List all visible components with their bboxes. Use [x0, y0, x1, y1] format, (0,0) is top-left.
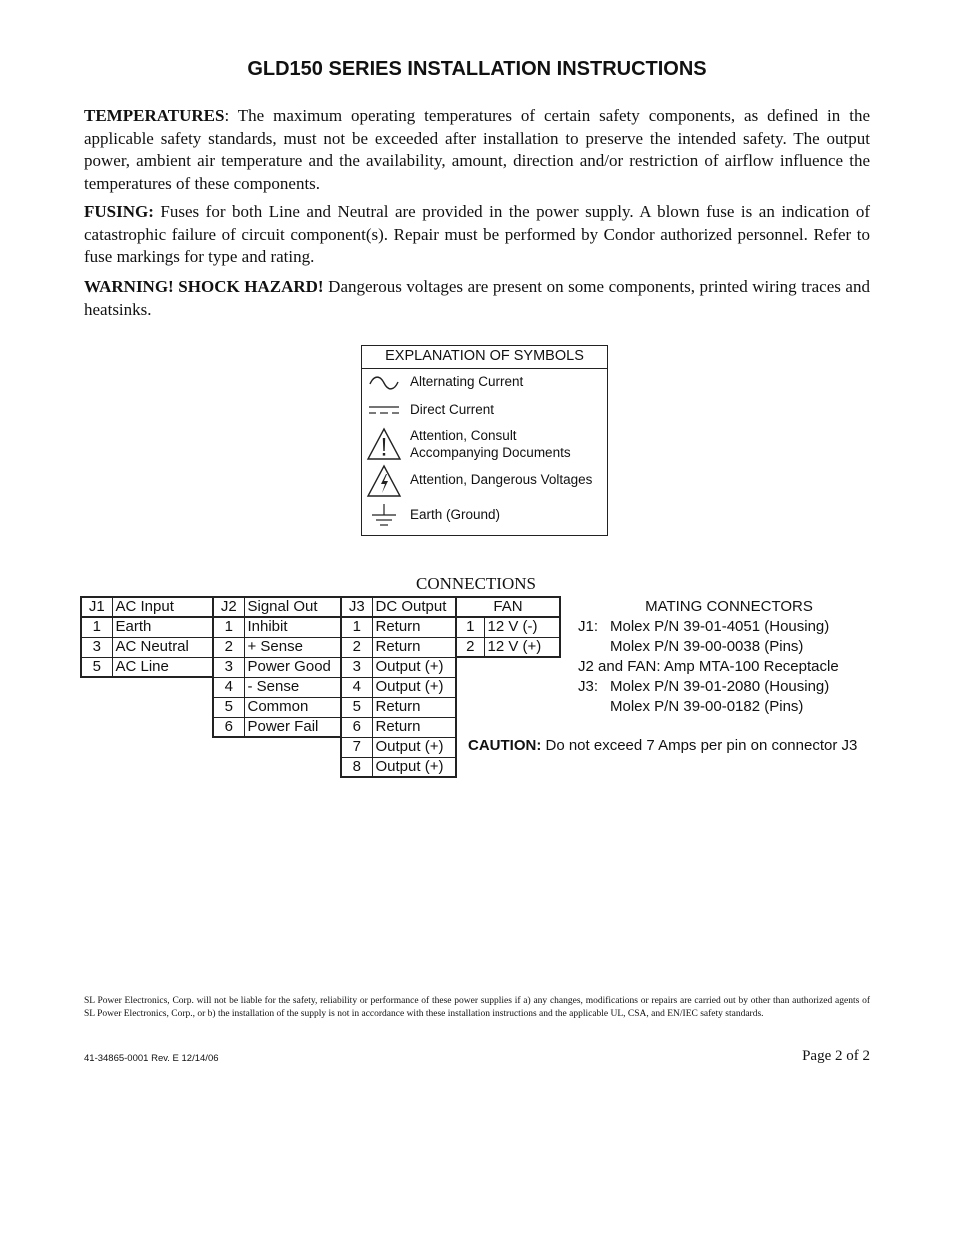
pin-number: 2 — [341, 637, 372, 657]
pin-number: 1 — [341, 617, 372, 637]
j1-table — [80, 596, 214, 678]
pin-function: AC Line — [112, 657, 213, 677]
symbol-row-attention — [362, 424, 607, 462]
table-row — [341, 737, 456, 757]
connections-title: CONNECTIONS — [416, 574, 536, 593]
mating-j3-pins: Molex P/N 39-00-0182 (Pins) — [610, 698, 804, 715]
pin-number: 2 — [456, 637, 484, 657]
temperatures-heading: TEMPERATURES — [84, 106, 225, 125]
mating-j3-row — [578, 697, 880, 717]
table-row — [213, 677, 341, 697]
attention-icon — [366, 427, 402, 461]
page-title: GLD150 SERIES INSTALLATION INSTRUCTIONS — [247, 58, 707, 80]
symbol-row-ac — [362, 370, 607, 396]
dangerous-voltage-icon — [366, 464, 402, 498]
table-row — [456, 617, 560, 637]
table-header-row — [456, 597, 560, 617]
table-header-row — [81, 597, 213, 617]
table-row — [81, 657, 213, 677]
symbol-row-dangerous-voltage — [362, 463, 607, 499]
pin-function: Return — [372, 637, 456, 657]
temperatures-text: : The maximum operating temperatures of certain safety components, as defined in the applicable safety standards, must not be exceeded after installation to preserve the intended safety. The output power, ambient air temperature and the availability, amount, direction and/or restriction of airflow influence the temperatures of these components. — [84, 106, 870, 193]
caution-text: Do not exceed 7 Amps per pin on connector J3 — [541, 737, 858, 754]
mating-j1-pins: Molex P/N 39-00-0038 (Pins) — [610, 638, 804, 655]
pin-function: Output (+) — [372, 737, 456, 757]
caution-note — [468, 737, 857, 754]
table-row — [213, 717, 341, 737]
pin-function: Power Good — [244, 657, 341, 677]
table-header-cell: DC Output — [372, 597, 456, 617]
table-header-cell: Signal Out — [244, 597, 341, 617]
pin-number: 6 — [341, 717, 372, 737]
j2-table — [212, 596, 342, 738]
pin-function: Common — [244, 697, 341, 717]
caution-label: CAUTION: — [468, 737, 542, 754]
pin-number: 5 — [81, 657, 112, 677]
symbols-title: EXPLANATION OF SYMBOLS — [362, 346, 607, 369]
pin-number: 8 — [341, 757, 372, 777]
mating-j2-fan: J2 and FAN: Amp MTA-100 Receptacle — [578, 658, 839, 675]
table-row — [456, 637, 560, 657]
mating-j1-row — [578, 617, 880, 637]
table-row — [213, 697, 341, 717]
symbol-label-attention — [410, 427, 571, 461]
table-header-cell: J2 — [213, 597, 244, 617]
table-row — [213, 657, 341, 677]
document-number: 41-34865-0001 Rev. E 12/14/06 — [84, 1053, 219, 1064]
pin-number: 4 — [213, 677, 244, 697]
symbol-row-earth — [362, 501, 607, 531]
pin-function: Inhibit — [244, 617, 341, 637]
table-header-cell: J1 — [81, 597, 112, 617]
table-row — [341, 657, 456, 677]
warning-text: Dangerous voltages are present on some components, printed wiring traces and heatsinks. — [84, 277, 870, 319]
pin-number: 1 — [81, 617, 112, 637]
pin-number: 3 — [81, 637, 112, 657]
mating-j1-row — [578, 637, 880, 657]
table-row — [341, 717, 456, 737]
j3-table — [340, 596, 457, 778]
pin-number: 7 — [341, 737, 372, 757]
pin-number: 3 — [213, 657, 244, 677]
table-row — [341, 697, 456, 717]
symbol-label-ac: Alternating Current — [410, 374, 524, 389]
pin-number: 3 — [341, 657, 372, 677]
mating-j1-housing: Molex P/N 39-01-4051 (Housing) — [610, 618, 830, 635]
pin-function: Power Fail — [244, 717, 341, 737]
fusing-text: Fuses for both Line and Neutral are provided in the power supply. A blown fuse is an indication of catastrophic failure of circuit component(s). Repair must be performed by Condor authorized personnel. Refer to fuse markings for type and rating. — [84, 202, 870, 266]
direct-current-icon — [366, 403, 402, 417]
pin-function: Output (+) — [372, 757, 456, 777]
table-header-cell: AC Input — [112, 597, 213, 617]
symbol-label-attention-line2: Accompanying Documents — [410, 445, 571, 460]
pin-function: Return — [372, 697, 456, 717]
table-row — [341, 677, 456, 697]
pin-number: 1 — [213, 617, 244, 637]
mating-connectors — [578, 597, 880, 717]
pin-function: + Sense — [244, 637, 341, 657]
symbol-label-dc: Direct Current — [410, 402, 495, 417]
pin-function: Output (+) — [372, 657, 456, 677]
pin-function: AC Neutral — [112, 637, 213, 657]
symbols-legend — [361, 345, 608, 536]
table-row — [81, 617, 213, 637]
table-header-cell: FAN — [456, 597, 560, 617]
temperatures-paragraph — [84, 105, 870, 195]
pin-number: 5 — [213, 697, 244, 717]
earth-ground-icon — [366, 503, 402, 529]
symbol-label-earth: Earth (Ground) — [410, 507, 501, 522]
table-row — [213, 617, 341, 637]
table-row — [341, 617, 456, 637]
mating-j3-row — [578, 677, 880, 697]
pin-number: 6 — [213, 717, 244, 737]
symbol-row-dc — [362, 398, 607, 422]
pin-function: Output (+) — [372, 677, 456, 697]
warning-paragraph — [84, 276, 870, 321]
symbol-label-attention-line1: Attention, Consult — [410, 428, 517, 443]
pin-function: 12 V (-) — [484, 617, 560, 637]
fusing-paragraph — [84, 201, 870, 269]
table-row — [81, 637, 213, 657]
pin-function: Return — [372, 617, 456, 637]
table-header-cell: J3 — [341, 597, 372, 617]
symbol-label-dangerous-voltage: Attention, Dangerous Voltages — [410, 472, 593, 487]
table-row — [341, 757, 456, 777]
table-header-row — [341, 597, 456, 617]
pin-number: 1 — [456, 617, 484, 637]
mating-j3-housing: Molex P/N 39-01-2080 (Housing) — [610, 678, 830, 695]
table-header-row — [213, 597, 341, 617]
table-row — [341, 637, 456, 657]
pin-number: 4 — [341, 677, 372, 697]
pin-number: 2 — [213, 637, 244, 657]
pin-function: - Sense — [244, 677, 341, 697]
pin-function: Return — [372, 717, 456, 737]
pin-number: 5 — [341, 697, 372, 717]
mating-j1-label: J1: — [578, 618, 599, 635]
page-number: Page 2 of 2 — [802, 1048, 870, 1064]
pin-function: 12 V (+) — [484, 637, 560, 657]
fusing-heading: FUSING: — [84, 202, 154, 221]
liability-disclaimer: SL Power Electronics, Corp. will not be liable for the safety, reliability or performance of these power supplies if a) any changes, modifications or repairs are carried out by other than authorized agents of SL Power Electronics, Corp., or b) the installation of the supply is not in accordance with these installation instructions and the applicable UL, CSA, and EN/IEC safety standards. — [84, 996, 870, 1019]
alternating-current-icon — [366, 374, 402, 392]
mating-title: MATING CONNECTORS — [645, 598, 813, 615]
mating-j3-label: J3: — [578, 678, 599, 695]
table-row — [213, 637, 341, 657]
fan-table — [455, 596, 561, 658]
warning-heading: WARNING! SHOCK HAZARD! — [84, 277, 324, 296]
pin-function: Earth — [112, 617, 213, 637]
